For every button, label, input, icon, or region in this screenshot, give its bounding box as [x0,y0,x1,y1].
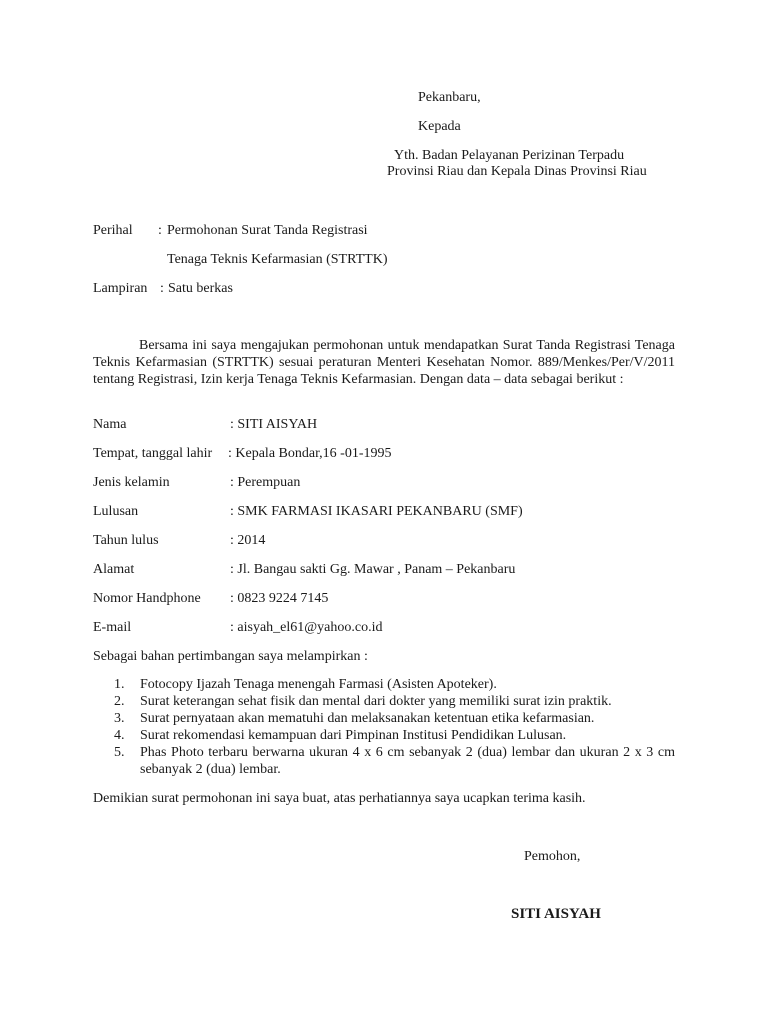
attachment-number: 5. [114,745,125,760]
letter-to: Kepada [418,119,461,134]
field-label-lulusan: Lulusan [93,504,139,519]
recipient-line-2: Provinsi Riau dan Kepala Dinas Provinsi Riau [387,164,647,179]
attachment-number: 2. [114,694,125,709]
field-label-handphone: Nomor Handphone [93,591,201,606]
perihal-line-2: Tenaga Teknis Kefarmasian (STRTTK) [167,252,388,267]
closing-text: Demikian surat permohonan ini saya buat, atas perhatiannya saya ucapkan terima kasih. [93,791,586,806]
letter-place: Pekanbaru, [418,90,481,105]
recipient-line-1: Yth. Badan Pelayanan Perizinan Terpadu [394,148,625,163]
lampiran-value: Satu berkas [168,281,233,296]
perihal-separator: : [158,223,162,238]
attachment-text: Surat rekomendasi kemampuan dari Pimpinan Institusi Pendidikan Lulusan. [140,728,567,743]
attachment-text: Fotocopy Ijazah Tenaga menengah Farmasi (Asisten Apoteker). [140,677,497,692]
perihal-line-1: Permohonan Surat Tanda Registrasi [167,223,368,238]
attachments-intro: Sebagai bahan pertimbangan saya melampirkan : [93,649,368,664]
attachment-number: 3. [114,711,125,726]
attachment-item [93,727,675,744]
applicant-name: SITI AISYAH [511,906,601,922]
attachment-item [93,710,675,727]
attachment-text: Surat keterangan sehat fisik dan mental dari dokter yang memiliki surat izin praktik. [140,694,612,709]
field-label-jenis-kelamin: Jenis kelamin [93,475,170,490]
field-label-email: E-mail [93,620,132,635]
attachment-text: Surat pernyataan akan mematuhi dan melaksanakan ketentuan etika kefarmasian. [140,711,595,726]
perihal-label: Perihal [93,223,133,238]
attachment-text: Phas Photo terbaru berwarna ukuran 4 x 6 cm sebanyak 2 (dua) lembar dan ukuran 2 x 3 cm sebanyak 2 (dua) lembar. [140,745,675,777]
attachment-number: 4. [114,728,125,743]
lampiran-separator: : [160,281,164,296]
field-label-tahun-lulus: Tahun lulus [93,533,159,548]
field-value-handphone: : 0823 9224 7145 [230,591,329,606]
field-value-nama: : SITI AISYAH [230,417,318,432]
applicant-label: Pemohon, [524,849,581,864]
attachment-item [93,676,675,693]
attachments-list [93,676,675,778]
field-label-ttl: Tempat, tanggal lahir [93,446,213,461]
field-value-email: : aisyah_el61@yahoo.co.id [230,620,383,635]
attachment-item [93,744,675,778]
attachment-number: 1. [114,677,125,692]
field-label-alamat: Alamat [93,562,135,577]
lampiran-label: Lampiran [93,281,148,296]
field-value-jenis-kelamin: : Perempuan [230,475,301,490]
field-value-ttl: : Kepala Bondar,16 -01-1995 [228,446,392,461]
field-value-lulusan: : SMK FARMASI IKASARI PEKANBARU (SMF) [230,504,523,519]
attachment-item [93,693,675,710]
field-label-nama: Nama [93,417,127,432]
field-value-alamat: : Jl. Bangau sakti Gg. Mawar , Panam – Pekanbaru [230,562,516,577]
intro-paragraph: Bersama ini saya mengajukan permohonan untuk mendapatkan Surat Tanda Registrasi Tenaga Teknis Kefarmasian (STRTTK) sesuai peraturan Menteri Kesehatan Nomor. 889/Menkes/Per/V/2011 tentang Registrasi, Izin kerja Tenaga Teknis Kefarmasian. Dengan data – data sebagai berikut : [93,338,675,387]
field-value-tahun-lulus: : 2014 [230,533,266,548]
